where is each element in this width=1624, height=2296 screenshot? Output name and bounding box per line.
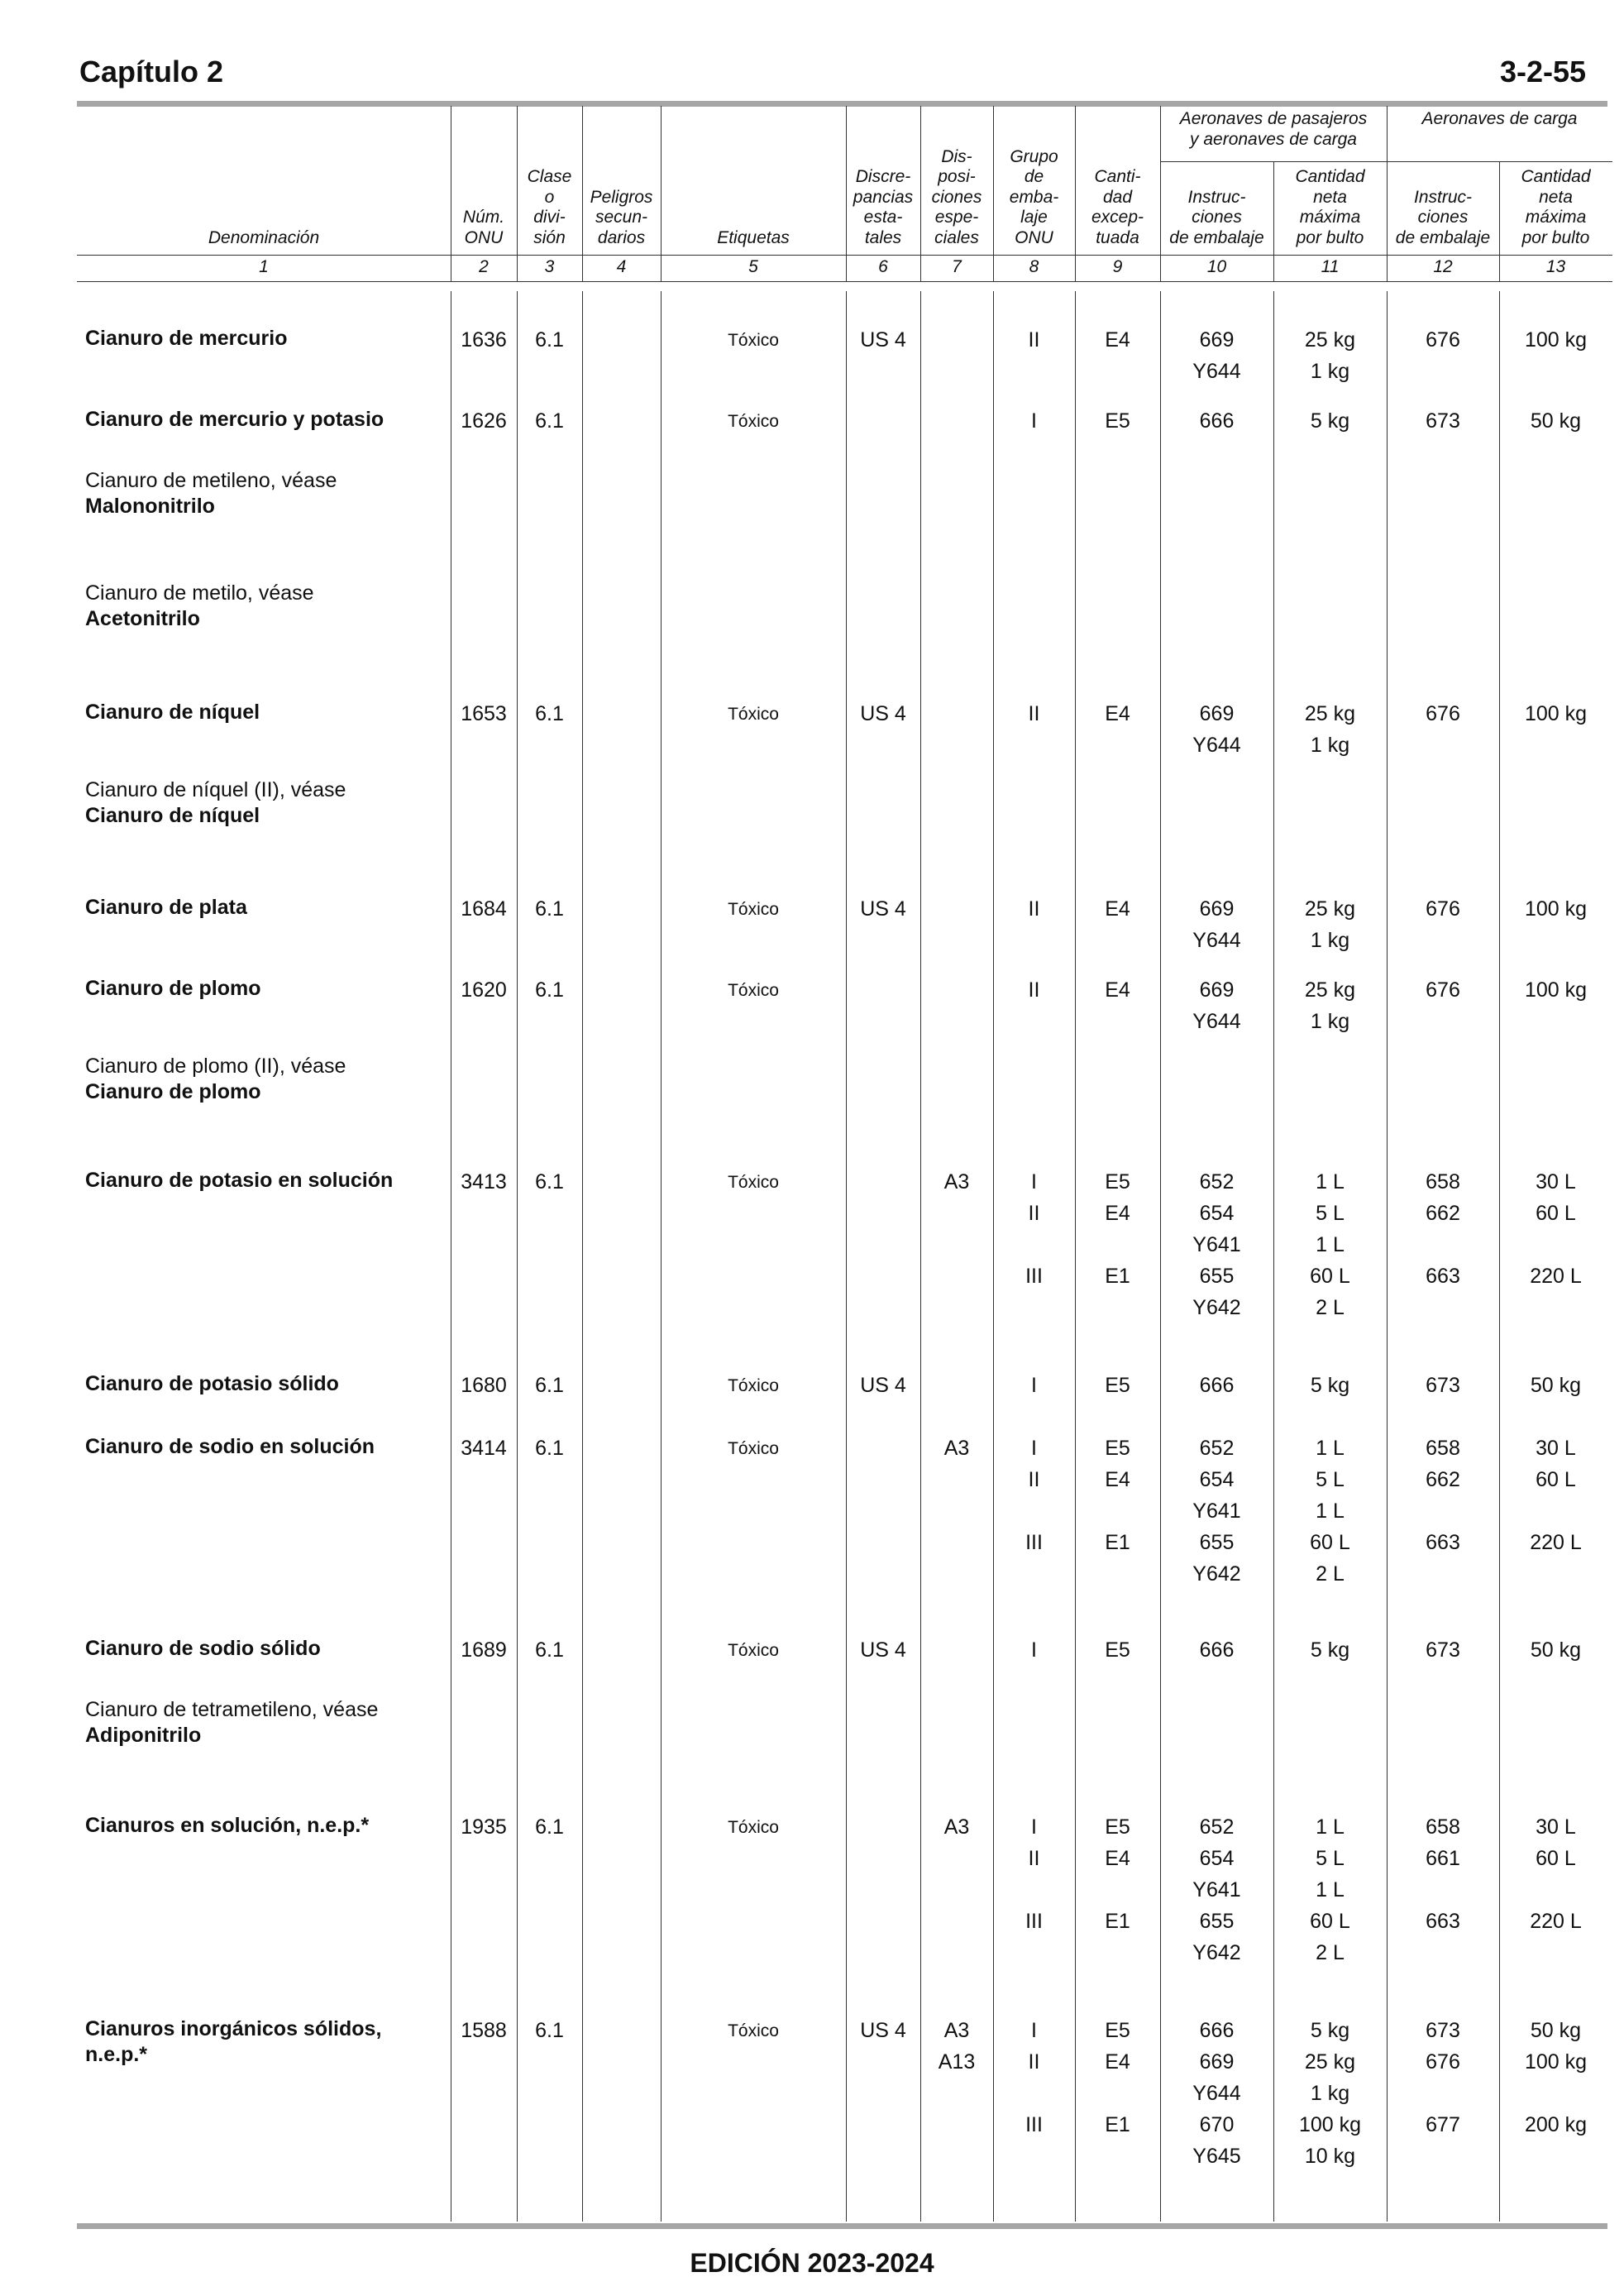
packing-group: II bbox=[1028, 702, 1040, 725]
passenger-max-net-quantity: 25 kg 1 kg bbox=[1304, 328, 1356, 383]
packing-group: I II III bbox=[1025, 1437, 1043, 1554]
passenger-packing-instruction: 652 654 Y641 655 Y642 bbox=[1192, 1437, 1241, 1586]
column-divider bbox=[661, 291, 662, 2222]
column-number: 7 bbox=[952, 257, 962, 276]
column-number: 13 bbox=[1545, 257, 1566, 276]
cargo-max-net-quantity: 50 kg bbox=[1530, 409, 1582, 433]
cargo-max-net-quantity: 100 kg bbox=[1524, 702, 1588, 725]
cargo-packing-instruction: 658 661 663 bbox=[1426, 1815, 1460, 1933]
header-instrucciones-pasajeros: Instruc- ciones de embalaje bbox=[1169, 187, 1264, 247]
packing-group: II bbox=[1028, 897, 1040, 921]
un-number: 1588 bbox=[461, 2019, 507, 2042]
cargo-max-net-quantity: 50 kg bbox=[1530, 1638, 1582, 1662]
row-name: Cianuro de plomo bbox=[85, 977, 261, 1000]
column-number: 11 bbox=[1321, 257, 1340, 276]
passenger-max-net-quantity: 1 L 5 L 1 L 60 L 2 L bbox=[1310, 1815, 1350, 1964]
class-division: 6.1 bbox=[535, 978, 564, 1002]
passenger-packing-instruction: 666 bbox=[1199, 1638, 1235, 1662]
excepted-quantity: E4 bbox=[1105, 978, 1130, 1002]
row-name: Cianuros en solución, n.e.p.* bbox=[85, 1814, 370, 1837]
label-text: Tóxico bbox=[728, 1376, 779, 1395]
column-number: 8 bbox=[1029, 257, 1039, 276]
see-reference-target: Malononitrilo bbox=[85, 495, 215, 518]
cargo-packing-instruction: 673 bbox=[1426, 409, 1460, 433]
class-division: 6.1 bbox=[535, 897, 564, 921]
header-etiquetas: Etiquetas bbox=[717, 227, 790, 247]
column-number: 12 bbox=[1433, 257, 1453, 276]
passenger-packing-instruction: 666 bbox=[1199, 1374, 1235, 1397]
excepted-quantity: E5 E4 E1 bbox=[1105, 1437, 1130, 1554]
un-number: 1680 bbox=[461, 1374, 507, 1397]
see-reference-text: Cianuro de plomo (II), véase bbox=[85, 1055, 346, 1078]
column-divider bbox=[920, 291, 921, 2222]
packing-group: II bbox=[1028, 978, 1040, 1002]
excepted-quantity: E4 bbox=[1105, 702, 1130, 725]
passenger-max-net-quantity: 1 L 5 L 1 L 60 L 2 L bbox=[1310, 1170, 1350, 1319]
passenger-packing-instruction: 669 Y644 bbox=[1192, 702, 1241, 757]
passenger-packing-instruction: 669 Y644 bbox=[1192, 978, 1241, 1033]
passenger-max-net-quantity: 5 kg bbox=[1310, 1374, 1350, 1397]
header-discrepancias: Discre- pancias esta- tales bbox=[853, 167, 914, 247]
see-reference bbox=[85, 777, 441, 829]
see-reference-text: Cianuro de metileno, véase bbox=[85, 469, 337, 492]
excepted-quantity: E4 bbox=[1105, 897, 1130, 921]
row-name: Cianuro de potasio en solución bbox=[85, 1169, 394, 1192]
see-reference-target: Adiponitrilo bbox=[85, 1724, 202, 1747]
class-division: 6.1 bbox=[535, 409, 564, 433]
label-text: Tóxico bbox=[728, 1439, 779, 1458]
row-name: Cianuros inorgánicos sólidos, n.e.p.* bbox=[85, 2017, 382, 2066]
row-name: Cianuro de sodio en solución bbox=[85, 1435, 375, 1458]
column-number: 10 bbox=[1206, 257, 1227, 276]
see-reference bbox=[85, 468, 441, 519]
class-division: 6.1 bbox=[535, 1374, 564, 1397]
packing-group: I bbox=[1031, 409, 1037, 433]
row-name: Cianuro de plata bbox=[85, 896, 247, 919]
label-text: Tóxico bbox=[728, 2021, 779, 2040]
label-text: Tóxico bbox=[728, 705, 779, 724]
see-reference bbox=[85, 1697, 441, 1748]
cargo-packing-instruction: 673 676 677 bbox=[1426, 2019, 1460, 2136]
group-rule bbox=[1160, 161, 1612, 162]
excepted-quantity: E5 E4 E1 bbox=[1105, 1170, 1130, 1288]
passenger-packing-instruction: 652 654 Y641 655 Y642 bbox=[1192, 1815, 1241, 1964]
cargo-max-net-quantity: 50 kg bbox=[1530, 1374, 1582, 1397]
cargo-max-net-quantity: 30 L 60 L 220 L bbox=[1530, 1815, 1582, 1933]
column-number: 4 bbox=[616, 257, 627, 276]
header-num-onu: Núm. ONU bbox=[462, 208, 505, 247]
see-reference-text: Cianuro de metilo, véase bbox=[85, 581, 314, 605]
label-text: Tóxico bbox=[728, 1173, 779, 1192]
un-number: 1935 bbox=[461, 1815, 507, 1839]
row-name: Cianuro de mercurio bbox=[85, 327, 288, 350]
passenger-packing-instruction: 652 654 Y641 655 Y642 bbox=[1192, 1170, 1241, 1319]
column-divider bbox=[846, 291, 847, 2222]
see-reference bbox=[85, 1054, 441, 1105]
edition-footer: EDICIÓN 2023-2024 bbox=[690, 2248, 934, 2278]
class-division: 6.1 bbox=[535, 328, 564, 352]
header-clase: Clase o divi- sión bbox=[527, 167, 572, 247]
state-variation: US 4 bbox=[860, 1638, 906, 1662]
see-reference-text: Cianuro de tetrametileno, véase bbox=[85, 1698, 379, 1721]
un-number: 1620 bbox=[461, 978, 507, 1002]
special-provision: A3 A13 bbox=[938, 2019, 976, 2074]
footer-rule bbox=[77, 2223, 1607, 2229]
chapter-title: Capítulo 2 bbox=[79, 55, 224, 88]
cargo-packing-instruction: 676 bbox=[1426, 702, 1460, 725]
cargo-packing-instruction: 676 bbox=[1426, 328, 1460, 352]
cargo-packing-instruction: 676 bbox=[1426, 978, 1460, 1002]
special-provision: A3 bbox=[943, 1437, 970, 1460]
state-variation: US 4 bbox=[860, 897, 906, 921]
cargo-packing-instruction: 658 662 663 bbox=[1426, 1170, 1460, 1288]
passenger-max-net-quantity: 25 kg 1 kg bbox=[1304, 702, 1356, 757]
excepted-quantity: E5 E4 E1 bbox=[1105, 1815, 1130, 1933]
cargo-packing-instruction: 676 bbox=[1426, 897, 1460, 921]
label-text: Tóxico bbox=[728, 1818, 779, 1837]
header-bottom-rule bbox=[77, 255, 1612, 256]
passenger-max-net-quantity: 5 kg bbox=[1310, 409, 1350, 433]
cargo-max-net-quantity: 100 kg bbox=[1524, 897, 1588, 921]
class-division: 6.1 bbox=[535, 1638, 564, 1662]
special-provision: A3 bbox=[943, 1815, 970, 1839]
un-number: 1653 bbox=[461, 702, 507, 725]
cargo-max-net-quantity: 30 L 60 L 220 L bbox=[1530, 1170, 1582, 1288]
passenger-packing-instruction: 666 bbox=[1199, 409, 1235, 433]
class-division: 6.1 bbox=[535, 1815, 564, 1839]
passenger-max-net-quantity: 5 kg bbox=[1310, 1638, 1350, 1662]
passenger-packing-instruction: 666 669 Y644 670 Y645 bbox=[1192, 2019, 1241, 2168]
row-name: Cianuro de mercurio y potasio bbox=[85, 408, 385, 431]
passenger-max-net-quantity: 1 L 5 L 1 L 60 L 2 L bbox=[1310, 1437, 1350, 1586]
column-number: 6 bbox=[878, 257, 888, 276]
packing-group: I bbox=[1031, 1374, 1037, 1397]
header-instrucciones-carga: Instruc- ciones de embalaje bbox=[1395, 187, 1491, 247]
un-number: 1684 bbox=[461, 897, 507, 921]
label-text: Tóxico bbox=[728, 981, 779, 1000]
special-provision: A3 bbox=[943, 1170, 970, 1193]
cargo-packing-instruction: 673 bbox=[1426, 1374, 1460, 1397]
column-number: 2 bbox=[479, 257, 489, 276]
passenger-max-net-quantity: 25 kg 1 kg bbox=[1304, 978, 1356, 1033]
see-reference-text: Cianuro de níquel (II), véase bbox=[85, 778, 346, 801]
column-number: 3 bbox=[544, 257, 555, 276]
passenger-packing-instruction: 669 Y644 bbox=[1192, 897, 1241, 952]
header-disposiciones: Dis- posi- ciones espe- ciales bbox=[931, 146, 982, 247]
header-grupo: Grupo de emba- laje ONU bbox=[1009, 146, 1059, 247]
un-number: 3413 bbox=[461, 1170, 507, 1193]
header-peligros: Peligros secun- darios bbox=[590, 187, 653, 247]
packing-group: I II III bbox=[1025, 1170, 1043, 1288]
un-number: 3414 bbox=[461, 1437, 507, 1460]
column-number: 1 bbox=[259, 257, 269, 276]
excepted-quantity: E5 E4 E1 bbox=[1105, 2019, 1130, 2136]
header-rule bbox=[77, 101, 1607, 107]
cargo-packing-instruction: 673 bbox=[1426, 1638, 1460, 1662]
see-reference-target: Acetonitrilo bbox=[85, 607, 200, 630]
see-reference-target: Cianuro de níquel bbox=[85, 804, 260, 827]
label-text: Tóxico bbox=[728, 1641, 779, 1660]
state-variation: US 4 bbox=[860, 1374, 906, 1397]
state-variation: US 4 bbox=[860, 328, 906, 352]
cargo-max-net-quantity: 100 kg bbox=[1524, 978, 1588, 1002]
header-pasajeros-group: Aeronaves de pasajeros y aeronaves de carga bbox=[1179, 109, 1368, 149]
passenger-max-net-quantity: 5 kg 25 kg 1 kg 100 kg 10 kg bbox=[1298, 2019, 1362, 2168]
excepted-quantity: E5 bbox=[1105, 1374, 1130, 1397]
see-reference-target: Cianuro de plomo bbox=[85, 1080, 261, 1103]
column-divider bbox=[517, 291, 518, 2222]
packing-group: II bbox=[1028, 328, 1040, 352]
numbers-bottom-rule bbox=[77, 281, 1612, 282]
excepted-quantity: E5 bbox=[1105, 1638, 1130, 1662]
label-text: Tóxico bbox=[728, 900, 779, 919]
page-number: 3-2-55 bbox=[1499, 55, 1586, 88]
cargo-packing-instruction: 658 662 663 bbox=[1426, 1437, 1460, 1554]
cargo-max-net-quantity: 100 kg bbox=[1524, 328, 1588, 352]
class-division: 6.1 bbox=[535, 1170, 564, 1193]
class-division: 6.1 bbox=[535, 702, 564, 725]
header-cantidad-neta-carga: Cantidad neta máxima por bulto bbox=[1521, 167, 1591, 247]
class-division: 6.1 bbox=[535, 1437, 564, 1460]
cargo-max-net-quantity: 50 kg 100 kg 200 kg bbox=[1524, 2019, 1588, 2136]
column-number: 5 bbox=[748, 257, 758, 276]
header-denominacion: Denominación bbox=[208, 227, 320, 247]
state-variation: US 4 bbox=[860, 702, 906, 725]
un-number: 1689 bbox=[461, 1638, 507, 1662]
column-divider bbox=[582, 291, 583, 2222]
packing-group: I II III bbox=[1025, 1815, 1043, 1933]
header-cantidad-neta-pasajeros: Cantidad neta máxima por bulto bbox=[1295, 167, 1365, 247]
column-number: 9 bbox=[1112, 257, 1123, 276]
class-division: 6.1 bbox=[535, 2019, 564, 2042]
un-number: 1626 bbox=[461, 409, 507, 433]
label-text: Tóxico bbox=[728, 412, 779, 431]
passenger-packing-instruction: 669 Y644 bbox=[1192, 328, 1241, 383]
header-carga-group: Aeronaves de carga bbox=[1421, 109, 1578, 128]
packing-group: I bbox=[1031, 1638, 1037, 1662]
header-cantidad-exceptuada: Canti- dad excep- tuada bbox=[1091, 167, 1144, 247]
passenger-max-net-quantity: 25 kg 1 kg bbox=[1304, 897, 1356, 952]
see-reference bbox=[85, 581, 441, 632]
row-name: Cianuro de sodio sólido bbox=[85, 1637, 321, 1660]
un-number: 1636 bbox=[461, 328, 507, 352]
packing-group: I II III bbox=[1025, 2019, 1043, 2136]
state-variation: US 4 bbox=[860, 2019, 906, 2042]
label-text: Tóxico bbox=[728, 331, 779, 350]
row-name: Cianuro de níquel bbox=[85, 701, 260, 724]
excepted-quantity: E5 bbox=[1105, 409, 1130, 433]
row-name: Cianuro de potasio sólido bbox=[85, 1372, 339, 1395]
cargo-max-net-quantity: 30 L 60 L 220 L bbox=[1530, 1437, 1582, 1554]
excepted-quantity: E4 bbox=[1105, 328, 1130, 352]
